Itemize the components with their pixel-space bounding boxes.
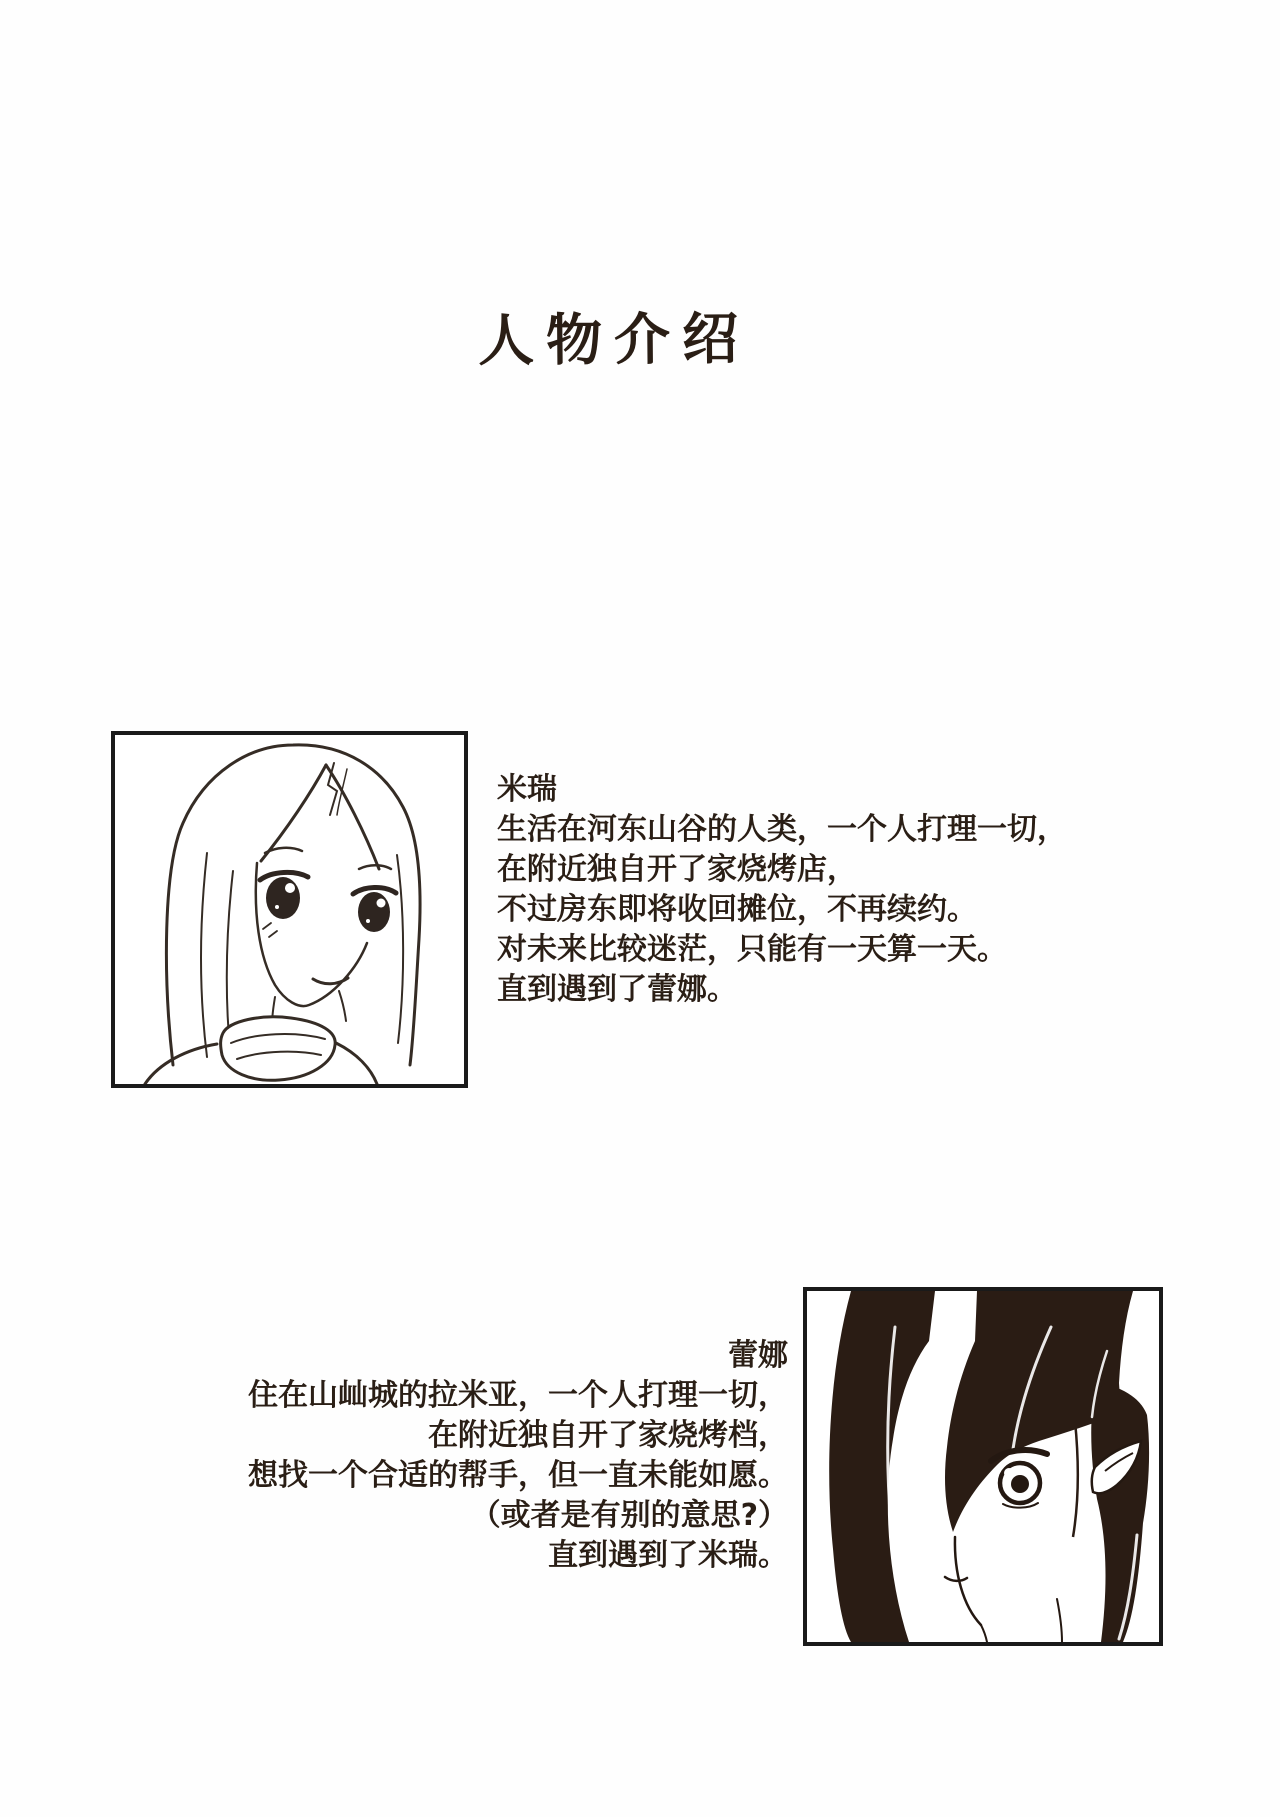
character-name: 蕾娜 [728,1338,788,1373]
description-line: 不过房东即将收回摊位，不再续约。 [497,892,977,927]
description-line: 生活在河东山谷的人类，一个人打理一切， [497,812,1067,847]
description-line: （或者是有别的意思?） [470,1498,788,1533]
leina-portrait-illustration [807,1291,1159,1642]
description-line: 在附近独自开了家烧烤店， [497,852,857,887]
description-line: 想找一个合适的帮手，但一直未能如愿。 [248,1458,788,1493]
portrait-box-leina [803,1287,1163,1646]
description-line: 对未来比较迷茫，只能有一天算一天。 [497,932,1007,967]
description-line: 直到遇到了米瑞。 [548,1538,788,1573]
character-description-leina [140,1336,788,1576]
page-title: 人物介绍 [477,306,751,375]
portrait-box-mirui [111,731,468,1088]
description-line: 住在山屾城的拉米亚，一个人打理一切， [248,1378,788,1413]
description-line: 在附近独自开了家烧烤档， [428,1418,788,1453]
character-name: 米瑞 [497,772,557,807]
mirui-portrait-illustration [115,735,464,1084]
character-description-mirui [497,770,1067,1010]
description-line: 直到遇到了蕾娜。 [497,972,737,1007]
